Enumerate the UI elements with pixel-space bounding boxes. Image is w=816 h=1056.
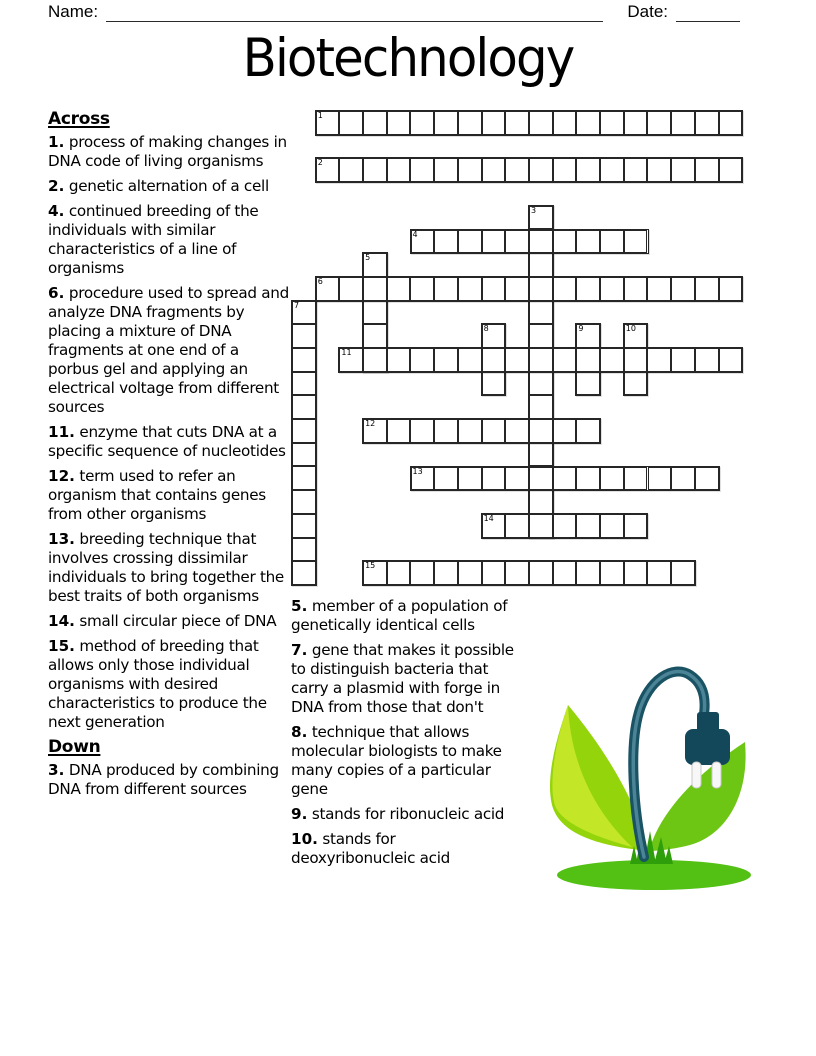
grid-cell[interactable]: [339, 111, 363, 135]
grid-cell[interactable]: [363, 301, 387, 325]
grid-cell[interactable]: [600, 348, 624, 372]
across-clue-6: 6. procedure used to spread and analyze DNA fragments by placing a mixture of DNA fragments at one end of a porbus gel and applying an electrical voltage from different sources: [48, 284, 289, 416]
clue-number: 6.: [48, 284, 65, 302]
grid-cell[interactable]: [648, 467, 672, 491]
grid-cell[interactable]: [434, 561, 458, 585]
grid-cell[interactable]: [719, 111, 743, 135]
grid-cell[interactable]: [505, 348, 529, 372]
word-number: 8: [483, 324, 489, 334]
grid-cell[interactable]: [576, 467, 600, 491]
word-number: 3: [531, 205, 537, 215]
grid-cell[interactable]: [576, 348, 600, 372]
grid-cell[interactable]: [624, 324, 648, 348]
across-clue-2: 2. genetic alternation of a cell: [48, 177, 269, 195]
grid-cell[interactable]: [363, 324, 387, 348]
grid-cell[interactable]: [410, 348, 434, 372]
grid-cell[interactable]: [647, 111, 671, 135]
down-clues-left: [48, 761, 290, 799]
grid-cell[interactable]: [316, 111, 340, 135]
grid-cell[interactable]: [529, 443, 553, 467]
grid-cell[interactable]: [363, 158, 387, 182]
grid-cell[interactable]: [482, 372, 506, 396]
down-heading: Down: [48, 737, 101, 757]
grid-cell[interactable]: [458, 158, 482, 182]
grid-cell[interactable]: [600, 277, 624, 301]
grid-cell[interactable]: [671, 467, 695, 491]
grid-cell[interactable]: [576, 277, 600, 301]
clue-number: 9.: [291, 805, 308, 823]
grid-cell[interactable]: [316, 158, 340, 182]
grid-cell[interactable]: [647, 158, 671, 182]
clue-column-left: [48, 110, 290, 805]
across-clue-1: 1. process of making changes in DNA code of living organisms: [48, 133, 287, 170]
grid-cell[interactable]: [292, 490, 316, 514]
clue-number: 12.: [48, 467, 75, 485]
down-clue-10: 10. stands for deoxyribonucleic acid: [291, 830, 450, 867]
grid-cell[interactable]: [695, 467, 719, 491]
word-11-across: [338, 347, 743, 373]
word-14-across: [481, 513, 649, 539]
grid-cell[interactable]: [363, 561, 387, 585]
grid-cell[interactable]: [482, 111, 506, 135]
grid-cell[interactable]: [529, 395, 553, 419]
grid-cell[interactable]: [410, 419, 434, 443]
grid-cell[interactable]: [695, 348, 719, 372]
grid-cell[interactable]: [600, 561, 624, 585]
word-number: 12: [365, 419, 376, 429]
word-1-across: [315, 110, 744, 136]
clue-number: 8.: [291, 723, 308, 741]
grid-cell[interactable]: [695, 277, 719, 301]
grid-cell[interactable]: [482, 561, 506, 585]
grid-cell[interactable]: [434, 158, 458, 182]
word-4-across: [410, 229, 649, 255]
grid-cell[interactable]: [553, 561, 577, 585]
grid-cell[interactable]: [529, 253, 553, 277]
grid-cell[interactable]: [292, 348, 316, 372]
across-clue-14: 14. small circular piece of DNA: [48, 612, 277, 630]
clue-number: 7.: [291, 641, 308, 659]
grid-cell[interactable]: [363, 111, 387, 135]
grid-cell[interactable]: [363, 419, 387, 443]
grid-cell[interactable]: [576, 158, 600, 182]
across-clue-11: 11. enzyme that cuts DNA at a specific sequence of nucleotides: [48, 423, 286, 460]
grid-cell[interactable]: [410, 277, 434, 301]
grid-cell[interactable]: [576, 111, 600, 135]
grid-cell[interactable]: [505, 561, 529, 585]
word-6-across: [315, 276, 744, 302]
grid-cell[interactable]: [576, 514, 600, 538]
grid-cell[interactable]: [434, 419, 458, 443]
grid-cell[interactable]: [505, 111, 529, 135]
across-clues: [48, 133, 290, 732]
grid-cell[interactable]: [434, 277, 458, 301]
grid-cell[interactable]: [292, 395, 316, 419]
down-clue-3: 3. DNA produced by combining DNA from different sources: [48, 761, 279, 798]
grid-cell[interactable]: [600, 158, 624, 182]
grid-cell[interactable]: [292, 443, 316, 467]
grid-cell[interactable]: [529, 206, 553, 230]
grid-cell[interactable]: [411, 467, 435, 491]
grid-cell[interactable]: [529, 419, 553, 443]
grid-cell[interactable]: [434, 230, 458, 254]
down-clue-8: 8. technique that allows molecular biologists to make many copies of a particular gene: [291, 723, 502, 798]
word-number: 9: [578, 324, 584, 334]
grid-cell[interactable]: [576, 324, 600, 348]
grid-cell[interactable]: [387, 348, 411, 372]
clue-number: 3.: [48, 761, 65, 779]
plug-prong-left: [692, 762, 701, 788]
grid-cell[interactable]: [624, 348, 648, 372]
clue-number: 14.: [48, 612, 75, 630]
grid-cell[interactable]: [529, 277, 553, 301]
grid-cell[interactable]: [387, 277, 411, 301]
down-clues-middle: [291, 597, 523, 868]
across-clue-15: 15. method of breeding that allows only those individual organisms with desired characteristics to produce the next generation: [48, 637, 267, 731]
word-number: 6: [317, 276, 323, 286]
across-clue-12: 12. term used to refer an organism that contains genes from other organisms: [48, 467, 266, 523]
grid-cell[interactable]: [292, 372, 316, 396]
grid-cell[interactable]: [292, 324, 316, 348]
grid-cell[interactable]: [553, 514, 577, 538]
grid-cell[interactable]: [600, 230, 624, 254]
grid-cell[interactable]: [529, 324, 553, 348]
grid-cell[interactable]: [387, 561, 411, 585]
grid-cell[interactable]: [671, 561, 695, 585]
plant-plug-illustration: [540, 650, 810, 890]
grid-cell[interactable]: [387, 419, 411, 443]
clue-number: 4.: [48, 202, 65, 220]
grid-cell[interactable]: [292, 301, 316, 325]
across-clue-13: 13. breeding technique that involves crossing dissimilar individuals to bring together the best traits of both organisms: [48, 530, 284, 605]
grid-cell[interactable]: [553, 230, 577, 254]
clue-number: 1.: [48, 133, 65, 151]
grid-cell[interactable]: [339, 158, 363, 182]
down-clue-9: 9. stands for ribonucleic acid: [291, 805, 505, 823]
grid-cell[interactable]: [410, 111, 434, 135]
grid-cell[interactable]: [458, 277, 482, 301]
clue-number: 15.: [48, 637, 75, 655]
grid-cell[interactable]: [576, 561, 600, 585]
clue-number: 13.: [48, 530, 75, 548]
grid-cell[interactable]: [529, 111, 553, 135]
grid-cell[interactable]: [553, 158, 577, 182]
clue-number: 10.: [291, 830, 318, 848]
word-number: 10: [625, 324, 636, 334]
page-title: Biotechnology: [242, 28, 574, 89]
grid-cell[interactable]: [600, 111, 624, 135]
grid-cell[interactable]: [624, 467, 648, 491]
clue-number: 2.: [48, 177, 65, 195]
grid-cell[interactable]: [482, 419, 506, 443]
grid-cell[interactable]: [482, 348, 506, 372]
grid-cell[interactable]: [505, 158, 529, 182]
grid-cell[interactable]: [529, 561, 553, 585]
clue-number: 5.: [291, 597, 308, 615]
grid-cell[interactable]: [458, 348, 482, 372]
across-clue-4: 4. continued breeding of the individuals with similar characteristics of a line of organisms: [48, 202, 259, 277]
grid-cell[interactable]: [624, 158, 648, 182]
grid-cell[interactable]: [600, 467, 624, 491]
grid-cell[interactable]: [671, 348, 695, 372]
grid-cell[interactable]: [505, 230, 529, 254]
grid-cell[interactable]: [363, 277, 387, 301]
grid-cell[interactable]: [458, 561, 482, 585]
grid-cell[interactable]: [529, 372, 553, 396]
grid-cell[interactable]: [387, 111, 411, 135]
grid-cell[interactable]: [553, 419, 577, 443]
grid-cell[interactable]: [434, 467, 458, 491]
grid-cell[interactable]: [292, 419, 316, 443]
name-input-line[interactable]: [106, 6, 603, 22]
name-label: Name:: [48, 2, 99, 21]
clue-column-middle: [291, 597, 523, 874]
grid-cell[interactable]: [624, 514, 648, 538]
down-clue-5: 5. member of a population of genetically identical cells: [291, 597, 508, 634]
grid-cell[interactable]: [529, 158, 553, 182]
across-heading: Across: [48, 109, 110, 129]
grid-cell[interactable]: [292, 466, 316, 490]
grid-cell[interactable]: [671, 111, 695, 135]
word-12-across: [362, 418, 601, 444]
grid-cell[interactable]: [482, 324, 506, 348]
grid-cell[interactable]: [292, 514, 316, 538]
grid-cell[interactable]: [719, 348, 743, 372]
word-7-down: [291, 300, 317, 586]
grid-cell[interactable]: [529, 490, 553, 514]
word-number: 11: [341, 348, 352, 357]
grid-cell[interactable]: [553, 111, 577, 135]
plug-body: [685, 729, 730, 765]
grid-cell[interactable]: [363, 253, 387, 277]
grid-cell[interactable]: [553, 277, 577, 301]
grid-cell[interactable]: [482, 277, 506, 301]
word-number: 15: [365, 561, 376, 571]
grid-cell[interactable]: [624, 230, 648, 254]
grid-cell[interactable]: [529, 514, 553, 538]
grid-cell[interactable]: [292, 561, 316, 585]
down-clue-7: 7. gene that makes it possible to distinguish bacteria that carry a plasmid with forge in DNA from those that don't: [291, 641, 514, 716]
grid-cell[interactable]: [505, 419, 529, 443]
word-number: 14: [483, 513, 494, 523]
grid-cell[interactable]: [482, 158, 506, 182]
grid-cell[interactable]: [576, 372, 600, 396]
date-input-line[interactable]: [676, 6, 740, 22]
grid-cell[interactable]: [624, 561, 648, 585]
grid-cell[interactable]: [292, 538, 316, 562]
grid-cell[interactable]: [529, 467, 553, 491]
grid-cell[interactable]: [410, 561, 434, 585]
grid-cell[interactable]: [482, 514, 506, 538]
plug-prong-right: [712, 762, 721, 788]
grid-cell[interactable]: [647, 277, 671, 301]
grid-cell[interactable]: [695, 158, 719, 182]
grid-cell[interactable]: [719, 158, 743, 182]
grid-cell[interactable]: [529, 301, 553, 325]
grid-cell[interactable]: [671, 158, 695, 182]
grid-cell[interactable]: [719, 277, 743, 301]
grid-cell[interactable]: [647, 561, 671, 585]
grid-cell[interactable]: [434, 111, 458, 135]
word-number: 13: [412, 466, 423, 476]
word-2-across: [315, 157, 744, 183]
grid-cell[interactable]: [411, 230, 435, 254]
grid-cell[interactable]: [316, 277, 340, 301]
grid-cell[interactable]: [505, 514, 529, 538]
grid-cell[interactable]: [624, 277, 648, 301]
grid-cell[interactable]: [624, 111, 648, 135]
grid-cell[interactable]: [339, 348, 363, 372]
grid-cell[interactable]: [482, 467, 506, 491]
grid-cell[interactable]: [410, 158, 434, 182]
grid-cell[interactable]: [529, 230, 553, 254]
word-number: 5: [365, 253, 371, 263]
grid-cell[interactable]: [458, 111, 482, 135]
grid-cell[interactable]: [505, 277, 529, 301]
date-label: Date:: [627, 2, 668, 21]
grid-cell[interactable]: [695, 111, 719, 135]
grid-cell[interactable]: [387, 158, 411, 182]
grid-cell[interactable]: [600, 514, 624, 538]
grid-cell[interactable]: [434, 348, 458, 372]
grid-cell[interactable]: [505, 467, 529, 491]
grid-cell[interactable]: [671, 277, 695, 301]
grid-cell[interactable]: [553, 348, 577, 372]
ground-mound: [557, 860, 751, 890]
grid-cell[interactable]: [529, 348, 553, 372]
grid-cell[interactable]: [363, 348, 387, 372]
grid-cell[interactable]: [458, 419, 482, 443]
word-13-across: [410, 466, 720, 492]
worksheet-header: [48, 2, 740, 22]
grid-cell[interactable]: [647, 348, 671, 372]
word-number: 1: [317, 111, 323, 120]
word-number: 4: [412, 229, 418, 239]
grid-cell[interactable]: [576, 419, 600, 443]
grid-cell[interactable]: [482, 230, 506, 254]
word-15-across: [362, 560, 696, 586]
grid-cell[interactable]: [553, 467, 577, 491]
grid-cell[interactable]: [458, 467, 482, 491]
clue-number: 11.: [48, 423, 75, 441]
grid-cell[interactable]: [624, 372, 648, 396]
grid-cell[interactable]: [576, 230, 600, 254]
grid-cell[interactable]: [458, 230, 482, 254]
word-number: 7: [294, 300, 300, 310]
grid-cell[interactable]: [339, 277, 363, 301]
word-number: 2: [317, 158, 323, 168]
